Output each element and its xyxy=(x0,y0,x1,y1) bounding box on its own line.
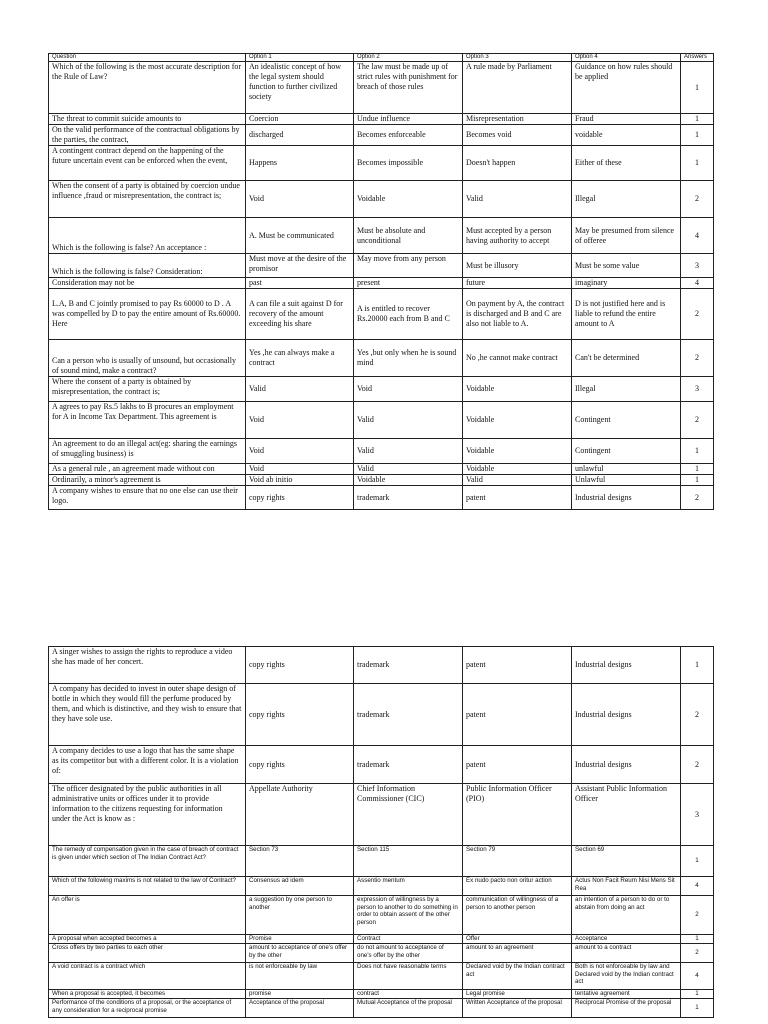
option-1-cell: copy rights xyxy=(246,746,354,784)
option-3-cell: patent xyxy=(463,746,572,784)
table-row xyxy=(49,877,714,896)
option-4-cell: Contingent xyxy=(572,439,681,464)
question-cell: A singer wishes to assign the rights to reproduce a video she has made of her concert. xyxy=(49,647,246,684)
table-row xyxy=(49,746,714,784)
table-row xyxy=(49,784,714,846)
option-4-cell: Industrial designs xyxy=(572,647,681,684)
header-answers: Answers xyxy=(681,54,714,62)
question-cell: A void contract is a contract which xyxy=(49,963,246,990)
question-cell: As a general rule , an agreement made without con xyxy=(49,464,246,475)
option-1-cell: Must move at the desire of the promisor xyxy=(246,254,354,278)
option-2-cell: Becomes enforceable xyxy=(354,125,463,146)
answer-cell: 2 xyxy=(681,181,714,218)
option-3-cell: Voidable xyxy=(463,402,572,439)
option-3-cell: A rule made by Parliament xyxy=(463,62,572,114)
table-row xyxy=(49,402,714,439)
option-4-cell: Can't be determined xyxy=(572,340,681,377)
option-2-cell: Does not have reasonable terms xyxy=(354,963,463,990)
option-1-cell: Promise xyxy=(246,935,354,944)
option-4-cell: Illegal xyxy=(572,377,681,402)
option-2-cell: Void xyxy=(354,377,463,402)
quiz-table-1 xyxy=(48,53,714,510)
quiz-table-2 xyxy=(48,646,714,1018)
option-1-cell: Void xyxy=(246,464,354,475)
table-row xyxy=(49,439,714,464)
answer-cell: 2 xyxy=(681,402,714,439)
option-1-cell: promise xyxy=(246,990,354,999)
question-cell: When the consent of a party is obtained by coercion undue influence ,fraud or misrepresentation, the contract is; xyxy=(49,181,246,218)
option-2-cell: The law must be made up of strict rules with punishment for breach of those rules xyxy=(354,62,463,114)
option-1-cell: Valid xyxy=(246,377,354,402)
answer-cell: 1 xyxy=(681,62,714,114)
option-4-cell: imaginary xyxy=(572,278,681,289)
table-row xyxy=(49,181,714,218)
table-row xyxy=(49,340,714,377)
table-row xyxy=(49,999,714,1018)
table-row xyxy=(49,62,714,114)
option-3-cell: Becomes void xyxy=(463,125,572,146)
answer-cell: 1 xyxy=(681,647,714,684)
header-option-1: Option 1 xyxy=(246,54,354,62)
option-2-cell: Valid xyxy=(354,402,463,439)
header-question: Question xyxy=(49,54,246,62)
option-2-cell: Section 115 xyxy=(354,846,463,877)
option-3-cell: patent xyxy=(463,647,572,684)
question-cell: A company wishes to ensure that no one else can use their logo. xyxy=(49,486,246,510)
option-1-cell: An idealistic concept of how the legal system should function to further civilized society xyxy=(246,62,354,114)
question-cell: The remedy of compensation given in the case of breach of contract is given under which section of The Indian Contract Act? xyxy=(49,846,246,877)
option-2-cell: Yes ,but only when he is sound mind xyxy=(354,340,463,377)
header-option-4: Option 4 xyxy=(572,54,681,62)
table-row xyxy=(49,944,714,963)
option-4-cell: Must be some value xyxy=(572,254,681,278)
option-2-cell: Voidable xyxy=(354,475,463,486)
answer-cell: 4 xyxy=(681,877,714,896)
answer-cell: 1 xyxy=(681,999,714,1018)
question-cell: Ordinarily, a minor's agreement is xyxy=(49,475,246,486)
option-1-cell: a suggestion by one person to another xyxy=(246,896,354,935)
option-1-cell: Happens xyxy=(246,146,354,181)
option-2-cell: Assentio mentum xyxy=(354,877,463,896)
option-3-cell: Public Information Officer (PIO) xyxy=(463,784,572,846)
option-2-cell: Contract xyxy=(354,935,463,944)
option-4-cell: May be presumed from silence of offeree xyxy=(572,218,681,254)
question-cell: When a proposal is accepted, it becomes xyxy=(49,990,246,999)
table-row xyxy=(49,125,714,146)
question-cell: A company has decided to invest in outer shape design of bottle in which they would fill the perfume produced by them, and which is distinctive, and they wish to ensure that they have sole use. xyxy=(49,684,246,746)
option-2-cell: trademark xyxy=(354,486,463,510)
answer-cell: 1 xyxy=(681,990,714,999)
option-2-cell: trademark xyxy=(354,684,463,746)
question-cell: Which of the following maxims is not related to the law of Contract? xyxy=(49,877,246,896)
option-2-cell: Mutual Acceptance of the proposal xyxy=(354,999,463,1018)
option-1-cell: A. Must be communicated xyxy=(246,218,354,254)
table-row xyxy=(49,990,714,999)
option-4-cell: Industrial designs xyxy=(572,684,681,746)
option-3-cell: amount to an agreement xyxy=(463,944,572,963)
table-row xyxy=(49,896,714,935)
question-cell: Can a person who is usually of unsound, but occasionally of sound mind, make a contract? xyxy=(49,340,246,377)
option-3-cell: Declared void by the Indian contract act xyxy=(463,963,572,990)
option-4-cell: Guidance on how rules should be applied xyxy=(572,62,681,114)
option-2-cell: Valid xyxy=(354,439,463,464)
option-1-cell: Void xyxy=(246,439,354,464)
option-3-cell: patent xyxy=(463,684,572,746)
table-row xyxy=(49,218,714,254)
option-4-cell: Actus Non Facit Reum Nisi Mens Sit Rea xyxy=(572,877,681,896)
option-3-cell: On payment by A, the contract is discharged and B and C are also not liable to A. xyxy=(463,289,572,340)
answer-cell: 4 xyxy=(681,963,714,990)
answer-cell: 3 xyxy=(681,254,714,278)
option-1-cell: Void ab initio xyxy=(246,475,354,486)
option-4-cell: Industrial designs xyxy=(572,746,681,784)
answer-cell: 1 xyxy=(681,935,714,944)
option-2-cell: Valid xyxy=(354,464,463,475)
option-3-cell: No ,he cannot make contract xyxy=(463,340,572,377)
option-2-cell: trademark xyxy=(354,746,463,784)
answer-cell: 2 xyxy=(681,340,714,377)
option-4-cell: Reciprocal Promise of the proposal xyxy=(572,999,681,1018)
table-row xyxy=(49,289,714,340)
option-2-cell: contract xyxy=(354,990,463,999)
option-4-cell: Section 69 xyxy=(572,846,681,877)
answer-cell: 2 xyxy=(681,289,714,340)
question-cell: Which is the following is false? An acceptance : xyxy=(49,218,246,254)
option-3-cell: Ex nudo pacto non oritur action xyxy=(463,877,572,896)
question-cell: An agreement to do an illegal act(eg: sharing the earnings of smuggling business) is xyxy=(49,439,246,464)
option-2-cell: A is entitled to recover Rs.20000 each from B and C xyxy=(354,289,463,340)
option-2-cell: trademark xyxy=(354,647,463,684)
option-2-cell: Chief Information Commissioner (CIC) xyxy=(354,784,463,846)
option-2-cell: Undue influence xyxy=(354,114,463,125)
answer-cell: 1 xyxy=(681,146,714,181)
question-cell: A agrees to pay Rs.5 lakhs to B procures an employment for A in Income Tax Department. This agreement is xyxy=(49,402,246,439)
option-1-cell: Section 73 xyxy=(246,846,354,877)
option-3-cell: Section 79 xyxy=(463,846,572,877)
option-1-cell: Appellate Authority xyxy=(246,784,354,846)
option-3-cell: Voidable xyxy=(463,377,572,402)
option-3-cell: Legal promise xyxy=(463,990,572,999)
answer-cell: 1 xyxy=(681,475,714,486)
answer-cell: 2 xyxy=(681,486,714,510)
option-1-cell: is not enforceable by law xyxy=(246,963,354,990)
answer-cell: 1 xyxy=(681,846,714,877)
option-1-cell: Acceptance of the proposal xyxy=(246,999,354,1018)
option-3-cell: Offer xyxy=(463,935,572,944)
option-4-cell: Illegal xyxy=(572,181,681,218)
answer-cell: 2 xyxy=(681,746,714,784)
option-3-cell: Valid xyxy=(463,181,572,218)
question-cell: The threat to commit suicide amounts to xyxy=(49,114,246,125)
option-3-cell: communication of willingness of a person to another person xyxy=(463,896,572,935)
answer-cell: 2 xyxy=(681,944,714,963)
option-2-cell: Becomes impossible xyxy=(354,146,463,181)
answer-cell: 4 xyxy=(681,218,714,254)
question-cell: Which is the following is false? Consideration: xyxy=(49,254,246,278)
option-3-cell: Voidable xyxy=(463,439,572,464)
option-4-cell: Fraud xyxy=(572,114,681,125)
question-cell: A contingent contract depend on the happening of the future uncertain event can be enforced when the event, xyxy=(49,146,246,181)
table-row xyxy=(49,486,714,510)
option-1-cell: A can file a suit against D for recovery of the amount exceeding his share xyxy=(246,289,354,340)
option-3-cell: Written Acceptance of the proposal xyxy=(463,999,572,1018)
table-row xyxy=(49,647,714,684)
header-option-3: Option 3 xyxy=(463,54,572,62)
option-2-cell: Must be absolute and unconditional xyxy=(354,218,463,254)
option-4-cell: Unlawful xyxy=(572,475,681,486)
table-row xyxy=(49,846,714,877)
table-row xyxy=(49,935,714,944)
option-1-cell: amount to acceptance of one's offer by the other xyxy=(246,944,354,963)
option-3-cell: Misrepresentation xyxy=(463,114,572,125)
option-1-cell: Consensus ad idem xyxy=(246,877,354,896)
option-4-cell: Contingent xyxy=(572,402,681,439)
option-2-cell: Voidable xyxy=(354,181,463,218)
answer-cell: 2 xyxy=(681,896,714,935)
table-row xyxy=(49,254,714,278)
question-cell: Where the consent of a party is obtained by misrepresentation, the contract is; xyxy=(49,377,246,402)
question-cell: The officer designated by the public authorities in all administrative units or offices under it to provide information to the citizens requesting for information under the Act is know as : xyxy=(49,784,246,846)
question-cell: Which of the following is the most accurate description for the Rule of Law? xyxy=(49,62,246,114)
answer-cell: 1 xyxy=(681,464,714,475)
answer-cell: 3 xyxy=(681,784,714,846)
table-row xyxy=(49,278,714,289)
header-option-2: Option 2 xyxy=(354,54,463,62)
question-cell: Cross offers by two parties to each other xyxy=(49,944,246,963)
option-3-cell: future xyxy=(463,278,572,289)
option-1-cell: past xyxy=(246,278,354,289)
answer-cell: 4 xyxy=(681,278,714,289)
option-4-cell: D is not justified here and is liable to refund the entire amount to A xyxy=(572,289,681,340)
table-row xyxy=(49,114,714,125)
option-4-cell: Both is not enforceable by law and Declared void by the Indian contract act xyxy=(572,963,681,990)
question-cell: A company decides to use a logo that has the same shape as its competitor but with a different color. It is a violation of: xyxy=(49,746,246,784)
option-3-cell: Voidable xyxy=(463,464,572,475)
table-row xyxy=(49,464,714,475)
option-1-cell: copy rights xyxy=(246,647,354,684)
option-1-cell: copy rights xyxy=(246,684,354,746)
question-cell: A proposal when accepted becomes a xyxy=(49,935,246,944)
option-3-cell: Doesn't happen xyxy=(463,146,572,181)
option-3-cell: Must accepted by a person having authority to accept xyxy=(463,218,572,254)
option-3-cell: Valid xyxy=(463,475,572,486)
option-4-cell: tentative agreement xyxy=(572,990,681,999)
option-2-cell: expression of willingness by a person to another to do something in order to obtain assent of the other person xyxy=(354,896,463,935)
option-4-cell: an intention of a person to do or to abstain from doing an act xyxy=(572,896,681,935)
option-4-cell: Either of these xyxy=(572,146,681,181)
option-1-cell: copy rights xyxy=(246,486,354,510)
question-cell: Performance of the conditions of a proposal, or the acceptance of any consideration for a reciprocal promise xyxy=(49,999,246,1018)
option-1-cell: Void xyxy=(246,402,354,439)
option-1-cell: discharged xyxy=(246,125,354,146)
table-row xyxy=(49,377,714,402)
question-cell: An offer is xyxy=(49,896,246,935)
option-4-cell: Industrial designs xyxy=(572,486,681,510)
answer-cell: 3 xyxy=(681,377,714,402)
option-2-cell: present xyxy=(354,278,463,289)
header-row xyxy=(49,54,714,62)
question-cell: Consideration may not be xyxy=(49,278,246,289)
answer-cell: 1 xyxy=(681,114,714,125)
table-row xyxy=(49,963,714,990)
answer-cell: 2 xyxy=(681,684,714,746)
option-3-cell: patent xyxy=(463,486,572,510)
table-row xyxy=(49,146,714,181)
option-1-cell: Yes ,he can always make a contract xyxy=(246,340,354,377)
option-4-cell: Acceptance xyxy=(572,935,681,944)
option-1-cell: Coercion xyxy=(246,114,354,125)
option-2-cell: May move from any person xyxy=(354,254,463,278)
option-4-cell: Assistant Public Information Officer xyxy=(572,784,681,846)
question-cell: L.A, B and C jointly promised to pay Rs 60000 to D . A was compelled by D to pay the entire amount of Rs.60000. Here xyxy=(49,289,246,340)
question-cell: On the valid performance of the contractual obligations by the parties, the contract, xyxy=(49,125,246,146)
option-4-cell: amount to a contract xyxy=(572,944,681,963)
answer-cell: 1 xyxy=(681,125,714,146)
option-4-cell: voidable xyxy=(572,125,681,146)
option-2-cell: do not amount to acceptance of one's offer by the other xyxy=(354,944,463,963)
answer-cell: 1 xyxy=(681,439,714,464)
option-4-cell: unlawful xyxy=(572,464,681,475)
table-row xyxy=(49,684,714,746)
option-1-cell: Void xyxy=(246,181,354,218)
option-3-cell: Must be illusory xyxy=(463,254,572,278)
table-row xyxy=(49,475,714,486)
